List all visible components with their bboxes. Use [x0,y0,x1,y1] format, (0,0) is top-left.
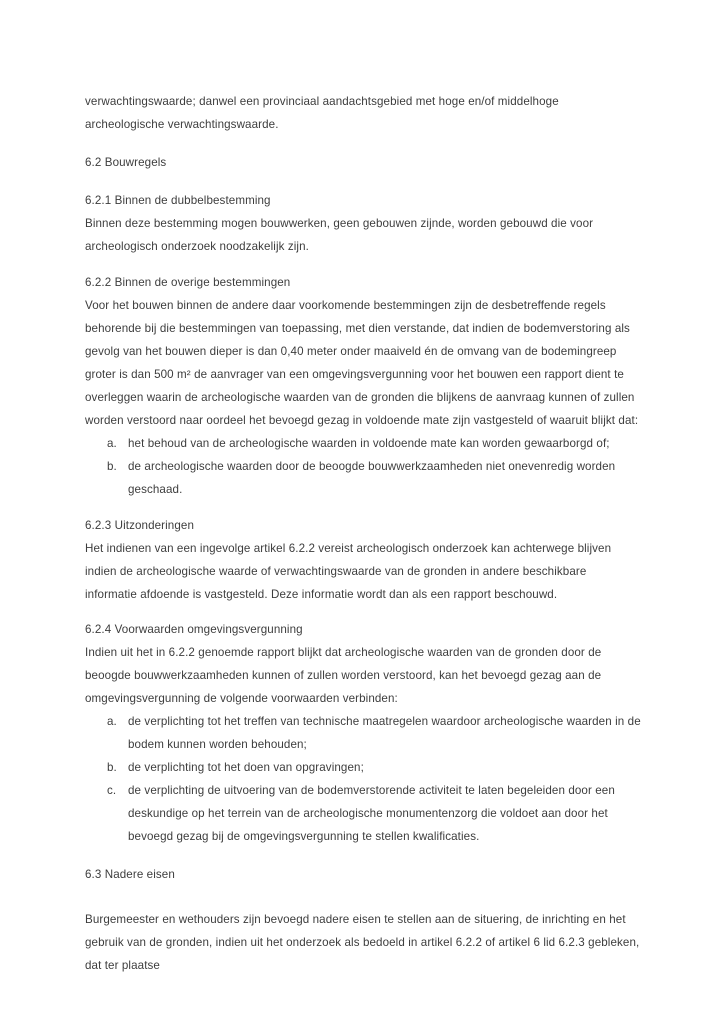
intro-paragraph: verwachtingswaarde; danwel een provinciaal aandachtsgebied met hoge en/of middelhoge archeologische verwachtingswaarde. [85,95,559,131]
ordered-list-6-2-4 [85,710,641,848]
list-item-text: het behoud van de archeologische waarden in voldoende mate kan worden gewaarborgd of; [128,437,610,450]
section-heading-6-2-4: 6.2.4 Voorwaarden omgevingsvergunning [85,623,303,636]
paragraph-6-3: Burgemeester en wethouders zijn bevoegd nadere eisen te stellen aan de situering, de inrichting en het gebruik van de gronden, indien uit het onderzoek als bedoeld in artikel 6.2.2 of artikel 6 lid 6.2.3 gebleken, dat ter plaatse [85,913,640,972]
paragraph-6-2-2: Voor het bouwen binnen de andere daar voorkomende bestemmingen zijn de desbetreffende regels behorende bij die bestemmingen van toepassing, met dien verstande, dat indien de bodemverstoring als gevolg van het bouwen dieper is dan 0,40 meter onder maaiveld én de omvang van de bodemingreep groter is dan 500 m² de aanvrager van een omgevingsvergunning voor het bouwen een rapport dient te overleggen waarin de archeologische waarden van de gronden die blijkens de aanvraag kunnen of zullen worden verstoord naar oordeel het bevoegd gezag in voldoende mate zijn vastgesteld of waaruit blijkt dat: [85,299,639,427]
list-marker: a. [107,437,117,450]
section-heading-6-3: 6.3 Nadere eisen [85,868,175,881]
list-item-a [85,432,641,455]
ordered-list-6-2-2 [85,432,641,501]
list-marker: c. [107,784,117,797]
list-marker: b. [107,460,117,473]
list-marker: a. [107,715,117,728]
section-heading-6-2-1: 6.2.1 Binnen de dubbelbestemming [85,194,271,207]
list-item-text: de verplichting de uitvoering van de bodemverstorende activiteit te laten begeleiden door een deskundige op het terrein van de archeologische monumentenzorg die voldoet aan door het bevoegd gezag bij de omgevingsvergunning te stellen kwalificaties. [128,784,615,843]
section-heading-6-2-3: 6.2.3 Uitzonderingen [85,519,194,532]
list-marker: b. [107,761,117,774]
list-item-b [85,756,641,779]
paragraph-6-2-3: Het indienen van een ingevolge artikel 6.2.2 vereist archeologisch onderzoek kan achterwege blijven indien de archeologische waarde of verwachtingswaarde van de gronden in andere beschikbare informatie afdoende is vastgesteld. Deze informatie wordt dan als een rapport beschouwd. [85,542,612,601]
list-item-text: de archeologische waarden door de beoogde bouwwerkzaamheden niet onevenredig worden geschaad. [128,460,616,496]
list-item-b [85,455,641,501]
list-item-a [85,710,641,756]
paragraph-6-2-4: Indien uit het in 6.2.2 genoemde rapport blijkt dat archeologische waarden van de gronden door de beoogde bouwwerkzaamheden kunnen of zullen worden verstoord, kan het bevoegd gezag aan de omgevingsvergunning de volgende voorwaarden verbinden: [85,646,602,705]
document-content [85,90,641,977]
paragraph-6-2-1: Binnen deze bestemming mogen bouwwerken, geen gebouwen zijnde, worden gebouwd die voor archeologisch onderzoek noodzakelijk zijn. [85,217,594,253]
list-item-text: de verplichting tot het treffen van technische maatregelen waardoor archeologische waarden in de bodem kunnen worden behouden; [128,715,641,751]
section-heading-6-2: 6.2 Bouwregels [85,156,167,169]
list-item-c [85,779,641,848]
section-heading-6-2-2: 6.2.2 Binnen de overige bestemmingen [85,276,291,289]
list-item-text: de verplichting tot het doen van opgravingen; [128,761,364,774]
